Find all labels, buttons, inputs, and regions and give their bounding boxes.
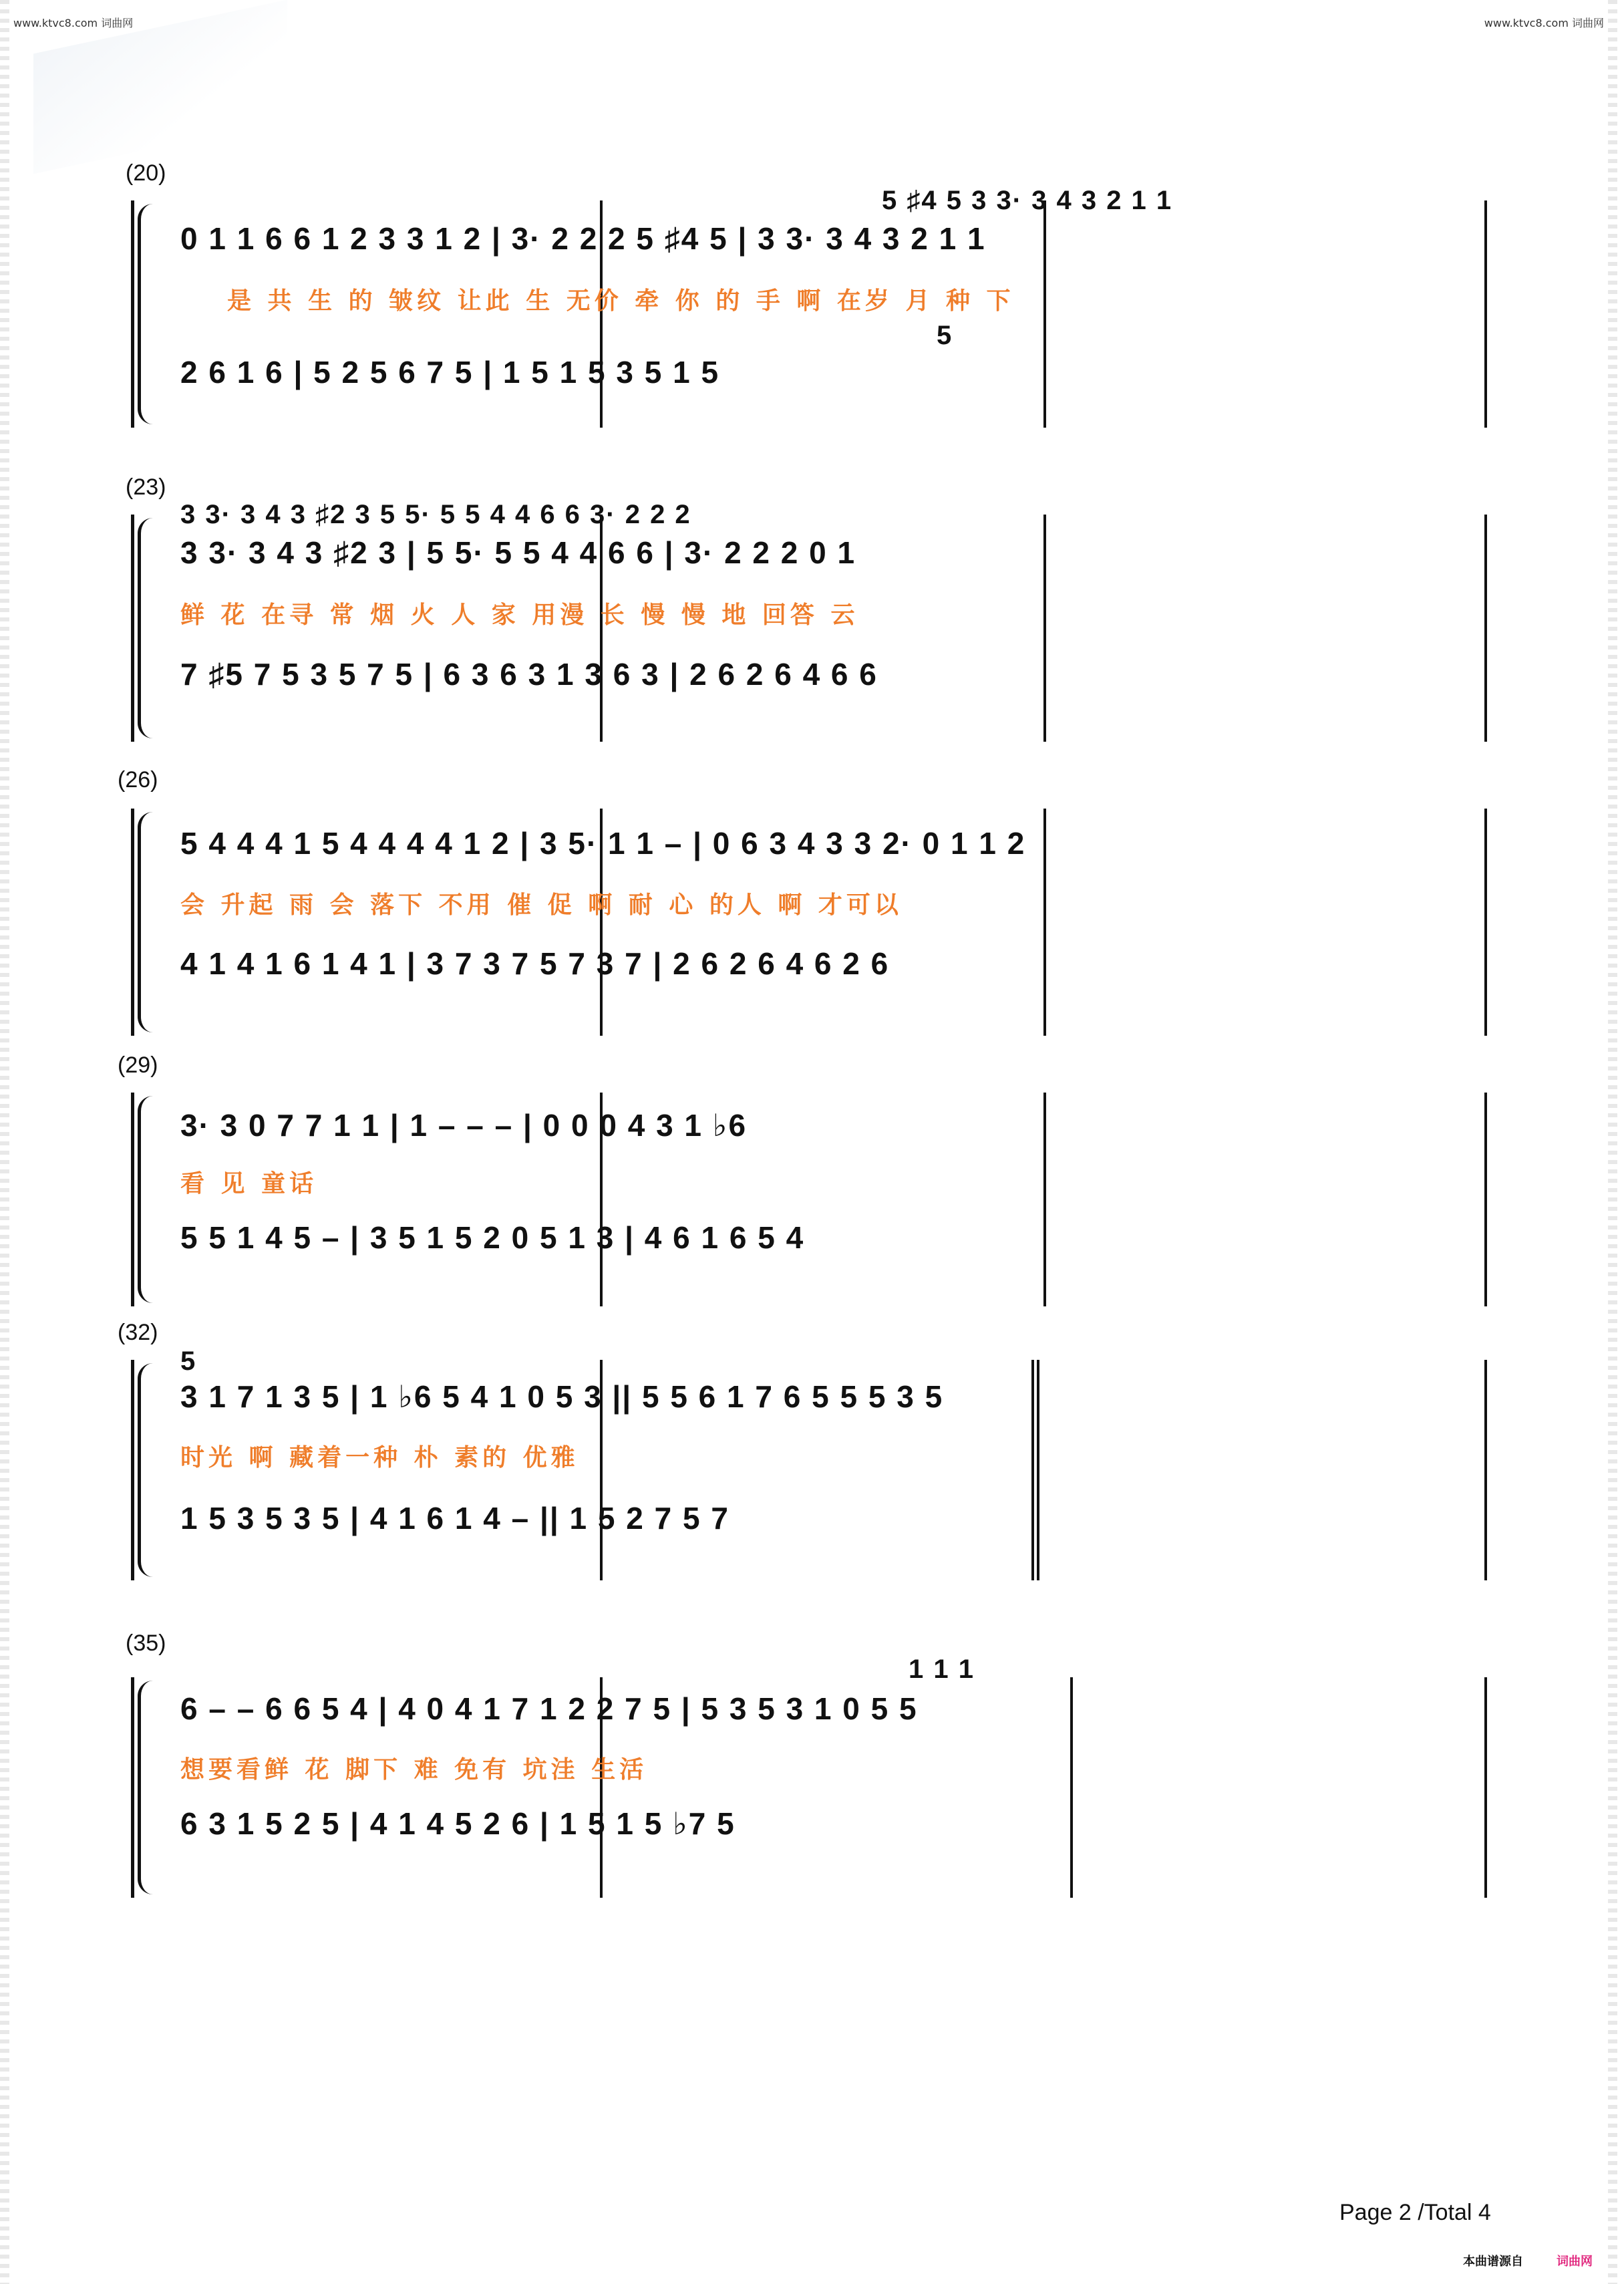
system-bracket — [131, 200, 134, 428]
system-brace — [138, 1096, 153, 1303]
lyrics-line: 会 升起 雨 会 落下 不用 催 促 啊 耐 心 的人 啊 才可以 — [180, 891, 903, 919]
upper-stave-notes: 3 3· 3 4 3 ♯2 3 | 5 5· 5 5 4 4 6 6 | 3· 2 2 2 0 1 — [180, 535, 856, 570]
source-site-link[interactable]: 词曲网 — [1557, 2255, 1593, 2268]
lower-stave-notes: 1 5 3 5 3 5 | 4 1 6 1 4 – || 1 5 2 7 5 7 — [180, 1501, 729, 1536]
upper-stave-notes: 5 4 4 4 1 5 4 4 4 4 1 2 | 3 5· 1 1 – | 0 6 3 4 3 3 2· 0 1 1 2 — [180, 826, 1026, 861]
lower-stave-notes: 6 3 1 5 2 5 | 4 1 4 5 2 6 | 1 5 1 5 ♭7 5 — [180, 1806, 736, 1841]
right-edge-decoration — [1608, 0, 1617, 2284]
lower-stave-top-voice: 5 — [937, 321, 953, 350]
upper-stave-top-voice: 1 1 1 — [909, 1655, 975, 1684]
measure-number: (23) — [126, 474, 166, 500]
bar-line — [1484, 200, 1487, 428]
upper-stave-top-voice: 5 ♯4 5 3 3· 3 4 3 2 1 1 — [882, 186, 1173, 215]
upper-stave-notes: 6 – – 6 6 5 4 | 4 0 4 1 7 1 2 2 7 5 | 5 3 5 3 1 0 5 5 — [180, 1691, 918, 1726]
system-bracket — [131, 1360, 134, 1580]
lyrics-line: 是 共 生 的 皱纹 让此 生 无价 牵 你 的 手 啊 在岁 月 种 下 — [227, 287, 1015, 315]
measure-number: (35) — [126, 1630, 166, 1656]
system-brace — [138, 812, 153, 1032]
lower-stave-notes: 4 1 4 1 6 1 4 1 | 3 7 3 7 5 7 3 7 | 2 6 2 6 4 6 2 6 — [180, 946, 890, 981]
upper-stave-notes: 3 1 7 1 3 5 | 1 ♭6 5 4 1 0 5 3 || 5 5 6 1 7 6 5 5 5 3 5 — [180, 1379, 944, 1414]
bar-line — [1484, 1093, 1487, 1306]
system-bracket — [131, 809, 134, 1036]
system-bracket — [131, 515, 134, 742]
lower-stave-notes: 7 ♯5 7 5 3 5 7 5 | 6 3 6 3 1 3 6 3 | 2 6 2 6 4 6 6 — [180, 657, 878, 692]
lyrics-line: 想要看鲜 花 脚下 难 免有 坑洼 生活 — [180, 1756, 648, 1783]
measure-number: (32) — [118, 1320, 158, 1345]
upper-stave-notes: 3· 3 0 7 7 1 1 | 1 – – – | 0 0 0 4 3 1 ♭6 — [180, 1108, 748, 1143]
system-brace — [138, 204, 153, 424]
lyrics-line: 时光 啊 藏着一种 朴 素的 优雅 — [180, 1444, 579, 1471]
source-label: 本曲谱源自 — [1463, 2255, 1523, 2268]
system-brace — [138, 1681, 153, 1894]
system-bracket — [131, 1677, 134, 1898]
page-indicator: Page 2 /Total 4 — [1339, 2200, 1491, 2225]
bar-line — [1484, 1677, 1487, 1898]
upper-stave-notes: 0 1 1 6 6 1 2 3 3 1 2 | 3· 2 2 2 5 ♯4 5 | 3 3· 3 4 3 2 1 1 — [180, 221, 986, 256]
upper-stave-top-voice: 3 3· 3 4 3 ♯2 3 5 5· 5 5 4 4 6 6 3· 2 2 2 — [180, 500, 691, 529]
measure-number: (20) — [126, 160, 166, 186]
lyrics-line: 鲜 花 在寻 常 烟 火 人 家 用漫 长 慢 慢 地 回答 云 — [180, 601, 859, 629]
left-edge-decoration — [0, 0, 9, 2284]
upper-stave-top-voice: 5 — [180, 1346, 197, 1376]
header-left-site[interactable]: www.ktvc8.com 词曲网 — [13, 17, 134, 29]
bar-line — [1484, 515, 1487, 742]
bar-line — [1484, 809, 1487, 1036]
lyrics-line: 看 见 童话 — [180, 1170, 318, 1197]
lower-stave-notes: 5 5 1 4 5 – | 3 5 1 5 2 0 5 1 3 | 4 6 1 6 5 4 — [180, 1220, 805, 1255]
lower-stave-notes: 2 6 1 6 | 5 2 5 6 7 5 | 1 5 1 5 3 5 1 5 — [180, 355, 720, 390]
bar-line — [1484, 1360, 1487, 1580]
measure-number: (29) — [118, 1052, 158, 1078]
system-brace — [138, 518, 153, 738]
system-bracket — [131, 1093, 134, 1306]
measure-number: (26) — [118, 767, 158, 793]
system-brace — [138, 1363, 153, 1577]
header-right-site[interactable]: www.ktvc8.com 词曲网 — [1484, 17, 1604, 29]
